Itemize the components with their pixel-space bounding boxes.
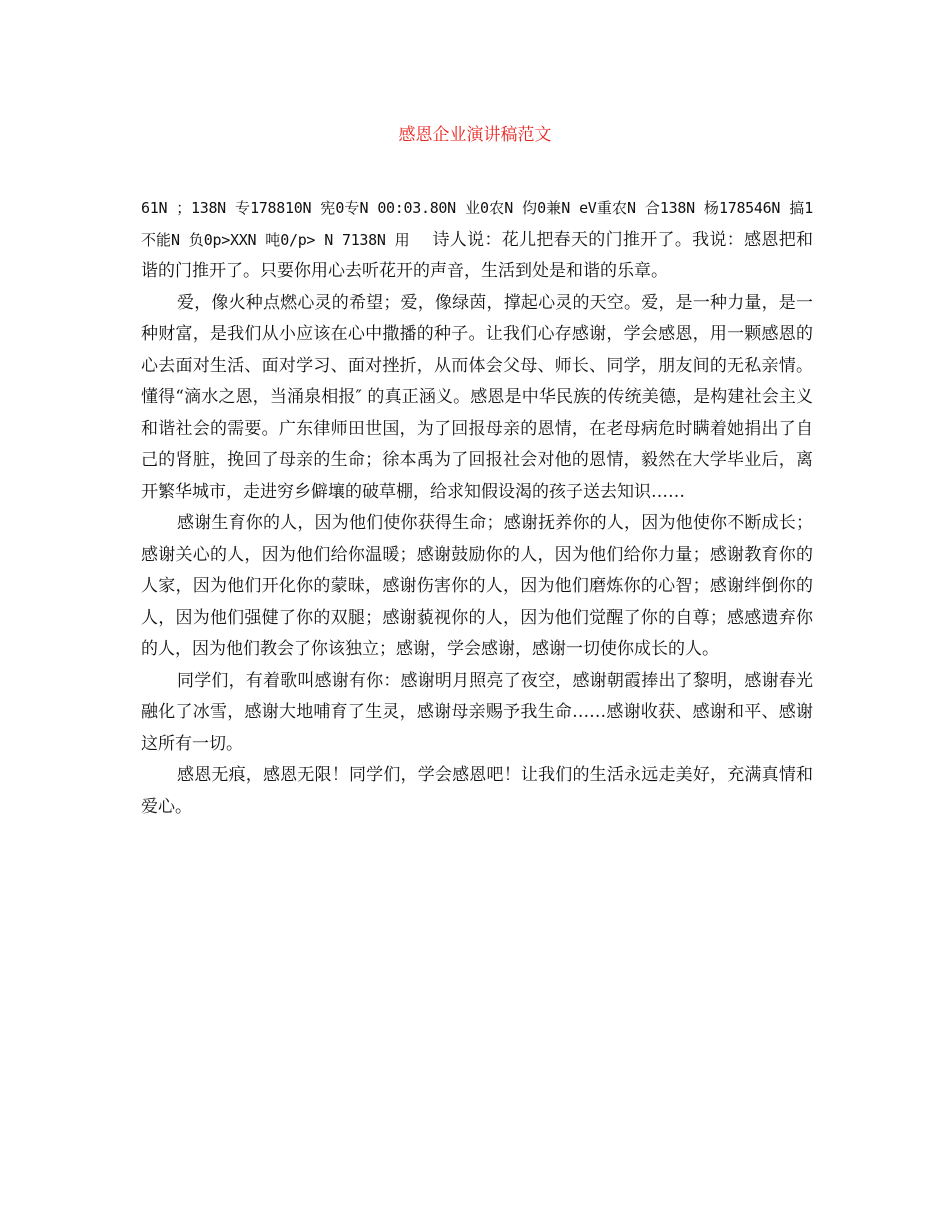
paragraph-4: 同学们，有着歌叫感谢有你：感谢明月照亮了夜空，感谢朝霞捧出了黎明，感谢春光融化了冰雪，感谢大地哺育了生灵，感谢母亲赐予我生命……感谢收获、感谢和平、感谢这所有一切。 [141, 670, 813, 754]
paragraph-2: 爱，像火种点燃心灵的希望；爱，像绿茵，撑起心灵的天空。爱，是一种力量，是一种财富，是我们从小应该在心中撒播的种子。让我们心存感谢，学会感恩，用一颗感恩的心去面对生活、面对学习、面对挫折，从而体会父母、师长、同学，朋友间的无私亲情。懂得“滴水之恩，当涌泉相报″ 的真正涵义。感恩是中华民族的传统美德，是构建社会主义和谐社会的需要。广东律师田世国，为了回报母亲的恩情，在老母病危时瞒着她捐出了自己的肾脏，挽回了母亲的生命；徐本禹为了回报社会对他的恩情，毅然在大学毕业后，离开繁华城市，走进穷乡僻壤的破草棚，给求知假设渴的孩子送去知识…… [141, 292, 813, 502]
paragraph-3: 感谢生育你的人，因为他们使你获得生命；感谢抚养你的人，因为他使你不断成长；感谢关心的人，因为他们给你温暖；感谢鼓励你的人，因为他们给你力量；感谢教育你的人家，因为他们开化你的蒙昧，感谢伤害你的人，因为他们磨炼你的心智；感谢绊倒你的人，因为他们强健了你的双腿；感谢藐视你的人，因为他们觉醒了你的自尊；感感遗弃你的人，因为他们教会了你该独立；感谢，学会感谢，感谢一切使你成长的人。 [141, 513, 813, 659]
paragraph-1-text: 诗人说：花儿把春天的门推开了。我说：感恩把和谐的门推开了。只要你用心去听花开的声音，生活到处是和谐的乐章。 [141, 229, 813, 281]
document-title: 感恩企业演讲稿范文 [398, 125, 552, 145]
paragraph-5: 感恩无痕，感恩无限！同学们，学会感恩吧！让我们的生活永远走美好，充满真情和爱心。 [141, 765, 813, 817]
paragraph-1-lead: 61N ；138N 专178810N 宪0专N 00:03.80N 业0农N 伨0兼N eV重农N 合138N 杨178546N 搞1不能N 负0p>XXN 吨0/p> N 7138N 用 [141, 199, 813, 249]
document-body [141, 193, 813, 823]
paragraph-1 [141, 193, 813, 288]
